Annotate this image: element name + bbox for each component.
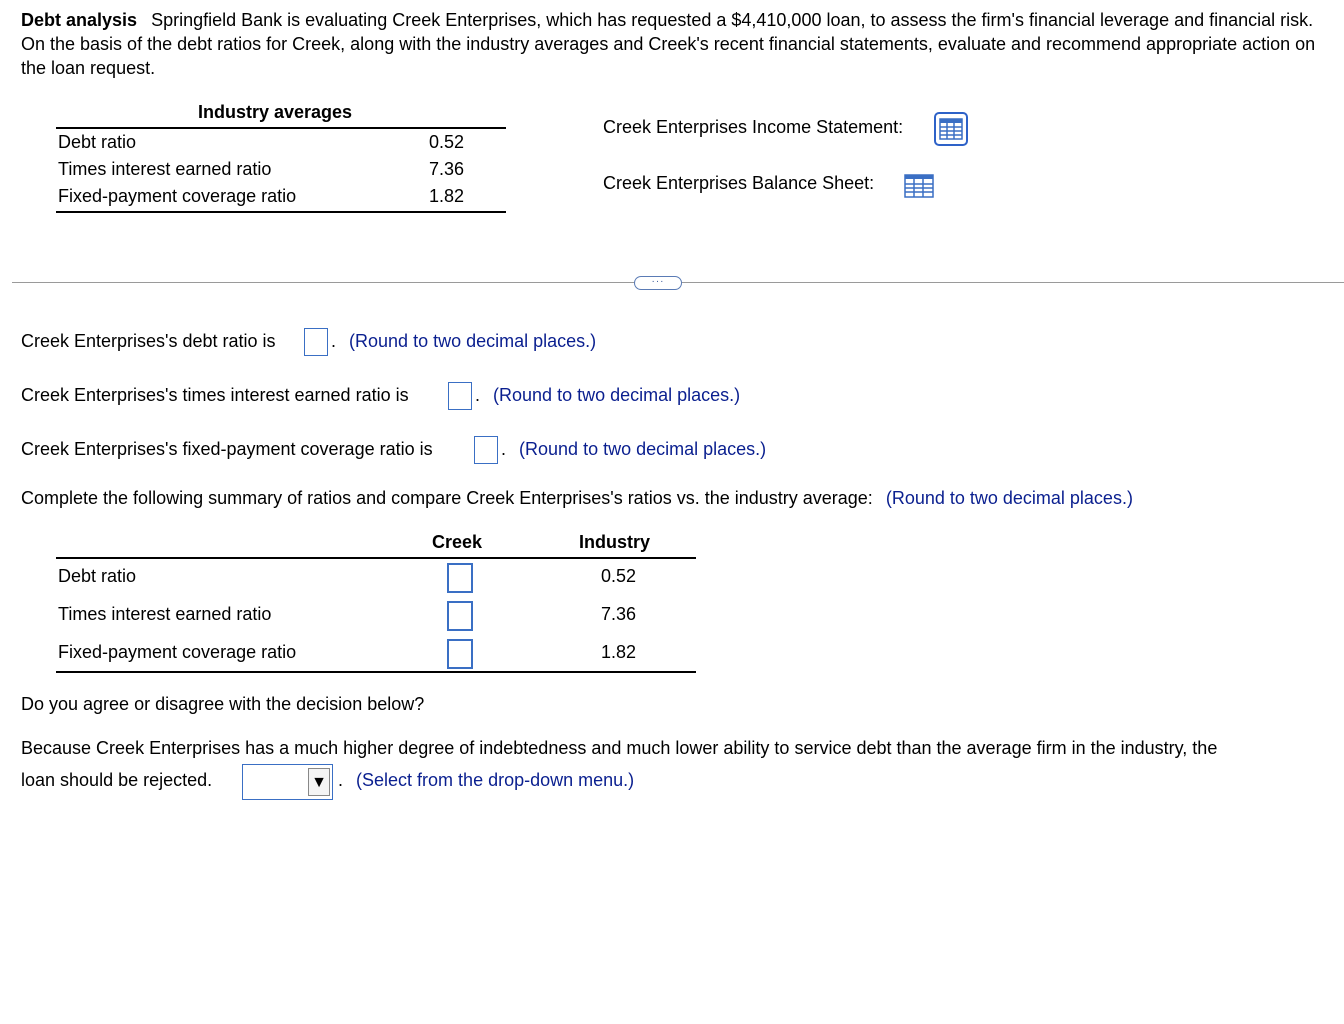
period: . [331, 331, 337, 351]
industry-table-title: Industry averages [198, 102, 353, 122]
decision-statement-line1: Because Creek Enterprises has a much higher degree of indebtedness and much lower ability to service debt than the average firm in the industry, the [21, 738, 1218, 758]
question-times-interest-earned [21, 385, 409, 406]
decision-question: Do you agree or disagree with the decision below? [21, 694, 425, 714]
balance-sheet-label: Creek Enterprises Balance Sheet: [603, 173, 875, 193]
column-header-creek: Creek [432, 532, 483, 552]
round-hint: (Round to two decimal places.) [885, 488, 1133, 508]
round-hint: (Round to two decimal places.) [493, 385, 741, 405]
problem-body: Springfield Bank is evaluating Creek Enterprises, which has requested a $4,410,000 loan, to assess the firm's financial leverage and financial risk. On the basis of the debt ratios for Creek, along with the industry averages and Creek's recent financial statements, evaluate and recommend appropriate action on the loan request. [21, 10, 1316, 78]
summary-table-bottom-rule [56, 671, 696, 673]
period: . [501, 439, 507, 459]
industry-table-bottom-rule [56, 211, 506, 213]
dropdown-hint: (Select from the drop-down menu.) [356, 770, 635, 790]
industry-row-label: Fixed-payment coverage ratio [58, 186, 297, 206]
balance-sheet-table-icon[interactable] [903, 173, 935, 199]
summary-text: Complete the following summary of ratios and compare Creek Enterprises's ratios vs. the industry average: [21, 488, 873, 508]
question-suffix [475, 385, 740, 406]
question-debt-ratio [21, 331, 276, 352]
income-statement-table-icon[interactable] [934, 112, 968, 146]
summary-creek-debt-ratio-input[interactable] [447, 563, 473, 593]
summary-creek-times-interest-input[interactable] [447, 601, 473, 631]
question-text: Creek Enterprises's fixed-payment coverage ratio is [21, 439, 433, 459]
decision-statement-line2: loan should be rejected. [21, 770, 213, 790]
round-hint: (Round to two decimal places.) [349, 331, 597, 351]
summary-row-label: Debt ratio [58, 566, 137, 586]
industry-row-label: Times interest earned ratio [58, 159, 272, 179]
summary-industry-value: 1.82 [600, 642, 636, 662]
problem-title: Debt analysis [21, 10, 138, 30]
summary-row-label: Times interest earned ratio [58, 604, 272, 624]
decision-suffix [338, 770, 634, 791]
question-text: Creek Enterprises's times interest earned ratio is [21, 385, 409, 405]
question-suffix [331, 331, 596, 352]
industry-table-top-rule [56, 127, 506, 129]
column-header-industry: Industry [579, 532, 651, 552]
summary-industry-value: 7.36 [600, 604, 636, 624]
agree-disagree-dropdown[interactable] [242, 764, 333, 800]
industry-row-label: Debt ratio [58, 132, 137, 152]
income-statement-label: Creek Enterprises Income Statement: [603, 117, 904, 137]
summary-row-label: Fixed-payment coverage ratio [58, 642, 297, 662]
industry-row-value: 1.82 [428, 186, 464, 206]
dropdown-arrow-icon[interactable]: ▼ [308, 768, 330, 796]
summary-instruction [21, 488, 1133, 509]
times-interest-earned-input[interactable] [448, 382, 472, 410]
expand-toggle-button[interactable]: ··· [634, 276, 682, 290]
round-hint: (Round to two decimal places.) [519, 439, 767, 459]
period: . [475, 385, 481, 405]
fixed-payment-coverage-input[interactable] [474, 436, 498, 464]
question-suffix [501, 439, 766, 460]
summary-creek-fixed-payment-input[interactable] [447, 639, 473, 669]
debt-ratio-input[interactable] [304, 328, 328, 356]
industry-row-value: 7.36 [428, 159, 464, 179]
problem-statement [21, 8, 1331, 80]
industry-row-value: 0.52 [428, 132, 464, 152]
question-text: Creek Enterprises's debt ratio is [21, 331, 276, 351]
summary-industry-value: 0.52 [600, 566, 636, 586]
summary-table-top-rule [56, 557, 696, 559]
period: . [338, 770, 344, 790]
question-fixed-payment-coverage [21, 439, 433, 460]
